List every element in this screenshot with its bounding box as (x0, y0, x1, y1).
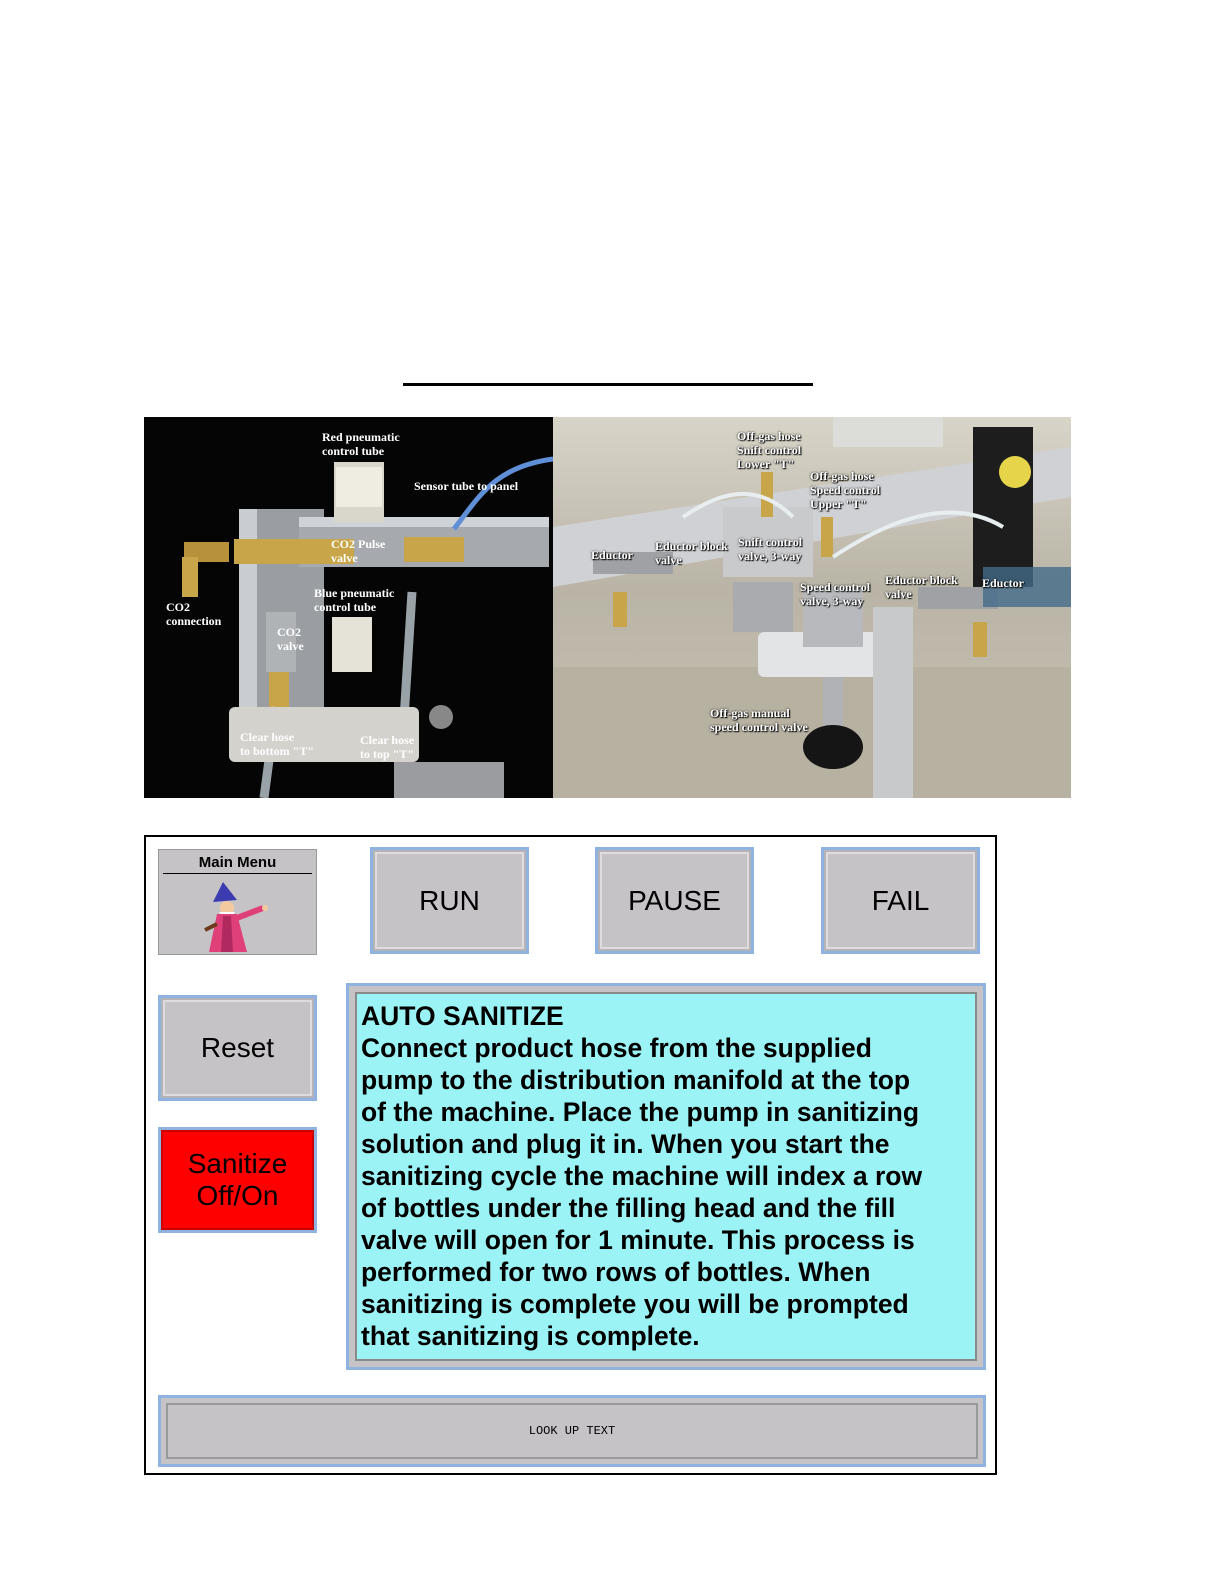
label-offgas-speed: Off-gas hose Speed control Upper "T" (810, 469, 881, 511)
wizard-icon (201, 878, 281, 954)
message-line: valve will open for 1 minute. This process is (361, 1225, 915, 1255)
label-sensor-tube: Sensor tube to panel (414, 479, 519, 493)
lookup-text-label: LOOK UP TEXT (166, 1403, 978, 1459)
label-blue-pneumatic-tube: Blue pneumatic control tube (314, 586, 395, 614)
pause-button[interactable]: PAUSE (595, 847, 754, 954)
label-red-pneumatic-tube: Red pneumatic control tube (322, 430, 400, 458)
label-eductor-block-right: Eductor block valve (885, 573, 958, 601)
message-line: that sanitizing is complete. (361, 1321, 700, 1351)
main-menu-label: Main Menu (163, 853, 312, 874)
message-text (355, 992, 977, 1361)
message-line: solution and plug it in. When you start the (361, 1129, 890, 1159)
message-line: of bottles under the filling head and the fill (361, 1193, 896, 1223)
label-co2-connection: CO2 connection (166, 600, 222, 628)
message-line: of the machine. Place the pump in sanitizing (361, 1097, 920, 1127)
label-eductor-right: Eductor (982, 576, 1024, 590)
co2-manifold-photo (144, 417, 553, 798)
label-co2-pulse-valve: CO2 Pulse valve (331, 537, 386, 565)
lookup-text-bar (158, 1395, 986, 1467)
label-eductor-left: Eductor (591, 548, 633, 562)
run-button[interactable]: RUN (370, 847, 529, 954)
message-line: sanitizing is complete you will be prompted (361, 1289, 909, 1319)
label-offgas-manual: Off-gas manual speed control valve (710, 706, 808, 734)
message-line: Connect product hose from the supplied (361, 1033, 872, 1063)
fail-button[interactable]: FAIL (821, 847, 980, 954)
label-clear-hose-top: Clear hose to top "T" (360, 733, 415, 761)
main-menu-button[interactable] (158, 849, 317, 955)
message-line: sanitizing cycle the machine will index a row (361, 1161, 923, 1191)
label-co2-valve: CO2 valve (277, 625, 304, 653)
label-clear-hose-bottom: Clear hose to bottom "T" (240, 730, 314, 758)
message-line: pump to the distribution manifold at the top (361, 1065, 911, 1095)
label-eductor-block-left: Eductor block valve (655, 539, 728, 567)
sanitize-label-line1: Sanitize (187, 1148, 288, 1179)
label-snift-control: Snift control valve, 3-way (738, 535, 803, 563)
label-offgas-snift: Off-gas hose Snift control Lower "T" (737, 429, 802, 471)
message-title: AUTO SANITIZE (361, 1001, 564, 1031)
message-line: performed for two rows of bottles. When (361, 1257, 871, 1287)
title-underline (403, 383, 813, 386)
reset-button[interactable]: Reset (158, 995, 317, 1101)
eductor-assembly-photo (553, 417, 1071, 798)
hmi-screen (144, 835, 997, 1475)
message-panel (346, 983, 986, 1370)
label-speed-control: Speed control valve, 3-way (800, 580, 871, 608)
sanitize-toggle-button[interactable] (158, 1127, 317, 1233)
sanitize-label-line2: Off/On (196, 1180, 279, 1211)
